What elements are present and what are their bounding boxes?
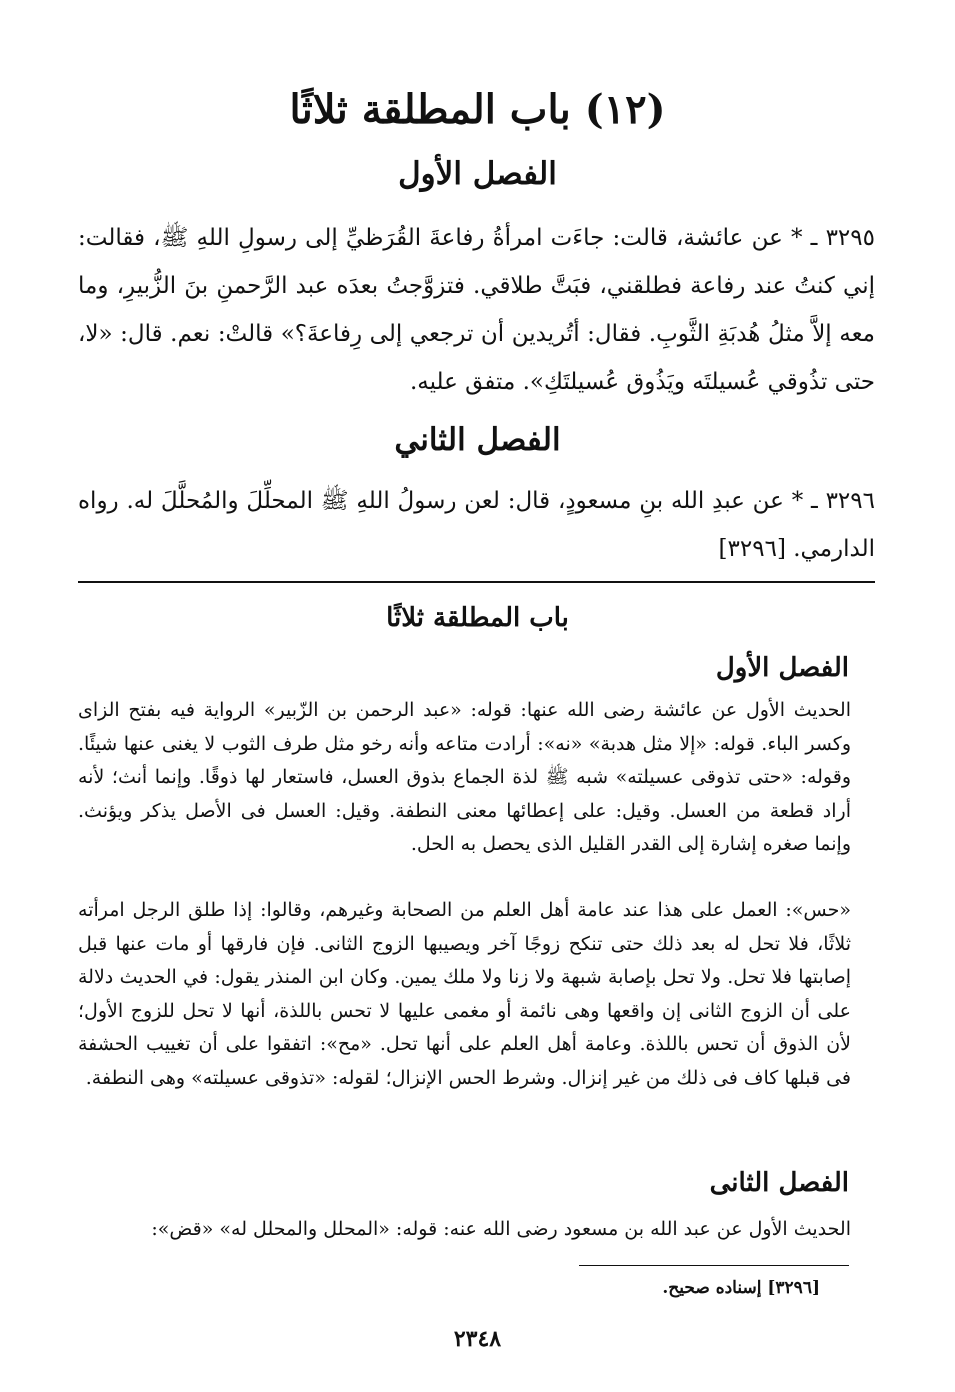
- hadith-text: * عن عائشة، قالت: جاءَت امرأةُ رفاعةَ القُرَظيِّ إلى رسولِ اللهِ ﷺ، فقالت: إني كنتُ عند رفاعة فطلقني، فبَتَّ طلاقي. فتزوَّجتُ بعدَه عبد الرَّحمنِ بنَ الزُّبيرِ، وما معه إلاَّ مثلُ هُدبَةِ الثَّوبِ. فقال: أتُريدين أن ترجعي إلى رِفاعةَ؟» قالتْ: نعم. قال: «لا، حتى تذُوقي عُسيلتَه ويَذُوق عُسيلتَكِ». متفق عليه.: [78, 225, 875, 395]
- chapter-title: (١٢) باب المطلقة ثلاثًا: [289, 86, 666, 133]
- commentary-paragraph: «حس»: العمل على هذا عند عامة أهل العلم من الصحابة وغيرهم، وقالوا: إذا طلق الرجل امرأته ثلاثًا، فلا تحل له بعد ذلك حتى تنكح زوجًا آخر ويصيبها الزوج الثانى. فإن فارقها أو مات عنها قبل إصابتها فلا تحل. ولا تحل بإصابة شبهة ولا زنا ولا ملك يمين. وكان ابن المنذر يقول: في الحديث دلالة على أن الزوج الثانى إن واقعها وهى نائمة أو مغمى عليها لا تحس باللذة، أنها لا تحل للزوج الأول؛ لأن الذوق أن تحس باللذة. وعامة أهل العلم على أنها تحل. «مح»: اتفقوا على أن تغييب الحشفة فى قبلها كاف فى ذلك من غير إنزال. وشرط الحس الإنزال؛ لقوله: «تذوقى عسيلته» وهى النطفة.: [78, 899, 851, 1089]
- commentary-heading-first: الفصل الأول: [715, 653, 849, 683]
- footnote: [٣٢٩٦] إسناده صحيح.: [662, 1278, 820, 1298]
- hadith-3295: [78, 214, 875, 406]
- commentary-heading-second: الفصل الثانى: [709, 1168, 849, 1198]
- section-title-first: الفصل الأول: [398, 156, 557, 192]
- commentary-paragraph: الحديث الأول عن عائشة رضى الله عنها: قوله: «عبد الرحمن بن الزّبير» الرواية فيه بفتح الزاى وكسر الباء. قوله: «إلا مثل هدبة» «نه»: أرادت متاعه وأنه رخو مثل طرف الثوب لا يغنى عنها شيئًا. وقوله: «حتى تذوقى عسيلته» شبه ﷺ لذة الجماع بذوق العسل، فاستعار لها ذوقًا. وإنما أنث؛ لأنه أراد قطعة من العسل. وقيل: على إعطائها معنى النطفة. وقيل: العسل فى الأصل يذكر ويؤنث. وإنما صغره إشارة إلى القدر القليل الذى يحصل به الحل.: [78, 699, 851, 856]
- commentary-title: باب المطلقة ثلاثًا: [386, 603, 569, 633]
- hadith-number: ٣٢٩٥ ـ: [810, 225, 875, 251]
- hadith-text: * عن عبدِ الله بنِ مسعودٍ، قال: لعن رسولُ اللهِ ﷺ المحلِّلَ والمُحلَّلَ له. رواه الدارمي. [٣٢٩٦]: [78, 488, 875, 562]
- divider-line: [78, 581, 875, 583]
- page-number: ٢٣٤٨: [453, 1326, 502, 1352]
- hadith-number: ٣٢٩٦ ـ: [811, 488, 875, 514]
- hadith-3296: [78, 477, 875, 573]
- section-title-second: الفصل الثاني: [394, 422, 561, 458]
- footnote-rule: [579, 1265, 849, 1266]
- commentary-paragraph: الحديث الأول عن عبد الله بن مسعود رضى الله عنه: قوله: «المحلل والمحلل له» «قض»:: [151, 1218, 851, 1240]
